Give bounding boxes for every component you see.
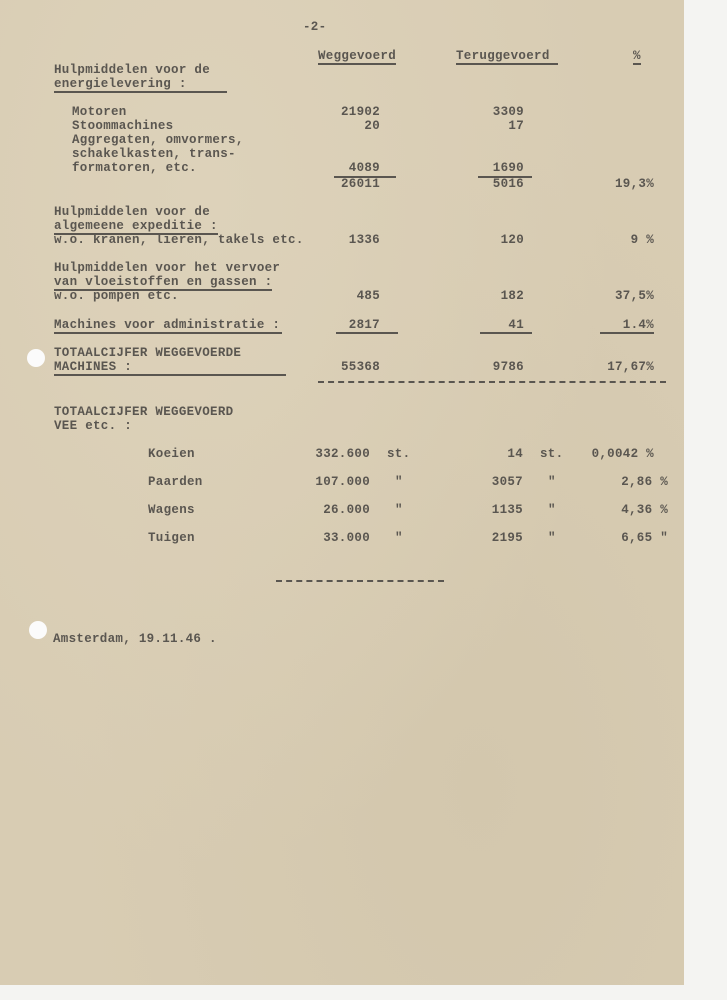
row-label: Stoommachines [72,119,174,133]
header-weggevoerd: Weggevoerd [318,49,397,63]
unit: st. [540,447,564,461]
total-value: 5016 [492,177,524,191]
underline [600,332,654,334]
unit: " [548,531,556,545]
value: 182 [500,289,524,303]
percent: 17,67% [607,360,654,374]
section-title: van vloeistoffen en gassen : [54,275,273,289]
total-value: 26011 [340,177,380,191]
punch-hole [29,621,47,639]
unit: " [395,503,403,517]
percent: 0,0042 % [591,447,654,461]
value: 3057 [491,475,523,489]
punch-hole [27,349,45,367]
percent: 19,3% [614,177,654,191]
underline [336,332,398,334]
row-label: Koeien [148,447,195,461]
row-label: Motoren [72,105,127,119]
value: 120 [500,233,524,247]
total-label: TOTAALCIJFER WEGGEVOERDE [54,346,242,360]
row-label: Machines voor administratie : [54,318,281,332]
value: 3309 [492,105,524,119]
double-rule [318,381,666,383]
value: 33.000 [323,531,370,545]
percent: 1.4% [622,318,654,332]
underline [54,374,286,376]
unit: " [395,531,403,545]
section-title: energielevering : [54,77,227,93]
value: 20 [364,119,380,133]
value: 332.600 [315,447,370,461]
row-label: schakelkasten, trans- [72,147,236,161]
value: 4089 [348,161,380,175]
percent: 37,5% [614,289,654,303]
section-title: algemeene expeditie : [54,219,218,233]
total-value: 9786 [492,360,524,374]
percent: 4,36 % [621,503,668,517]
value: 1690 [492,161,524,175]
row-label: Tuigen [148,531,195,545]
separator-rule [276,580,444,582]
value: 21902 [340,105,380,119]
section-title: TOTAALCIJFER WEGGEVOERD [54,405,234,419]
percent: 2,86 % [621,475,668,489]
value: 1135 [491,503,523,517]
value: 107.000 [315,475,370,489]
section-title: Hulpmiddelen voor de [54,63,211,77]
section-title: Hulpmiddelen voor het vervoer [54,261,281,275]
place-date: Amsterdam, 19.11.46 . [53,632,217,646]
row-label: w.o. pompen etc. [54,289,179,303]
section-title: Hulpmiddelen voor de [54,205,211,219]
percent: 6,65 " [621,531,668,545]
underline [54,332,282,334]
section-title: VEE etc. : [54,419,133,433]
header-teruggevoerd: Teruggevoerd [456,49,558,65]
value: 17 [508,119,524,133]
row-label: Wagens [148,503,195,517]
underline [480,332,532,334]
unit: " [548,503,556,517]
value: 2195 [491,531,523,545]
unit: " [548,475,556,489]
total-label: MACHINES : [54,360,133,374]
value: 485 [356,289,380,303]
header-percent: % [633,49,641,63]
unit: " [395,475,403,489]
page-number: -2- [303,20,327,34]
value: 26.000 [323,503,370,517]
row-label: formatoren, etc. [72,161,197,175]
total-value: 55368 [340,360,380,374]
value: 1336 [348,233,380,247]
row-label: Aggregaten, omvormers, [72,133,244,147]
value: 41 [508,318,524,332]
row-label: Paarden [148,475,203,489]
unit: st. [387,447,411,461]
value: 2817 [348,318,380,332]
row-label: w.o. kranen, lieren, takels etc. [54,233,304,247]
percent: 9 % [630,233,654,247]
value: 14 [507,447,523,461]
